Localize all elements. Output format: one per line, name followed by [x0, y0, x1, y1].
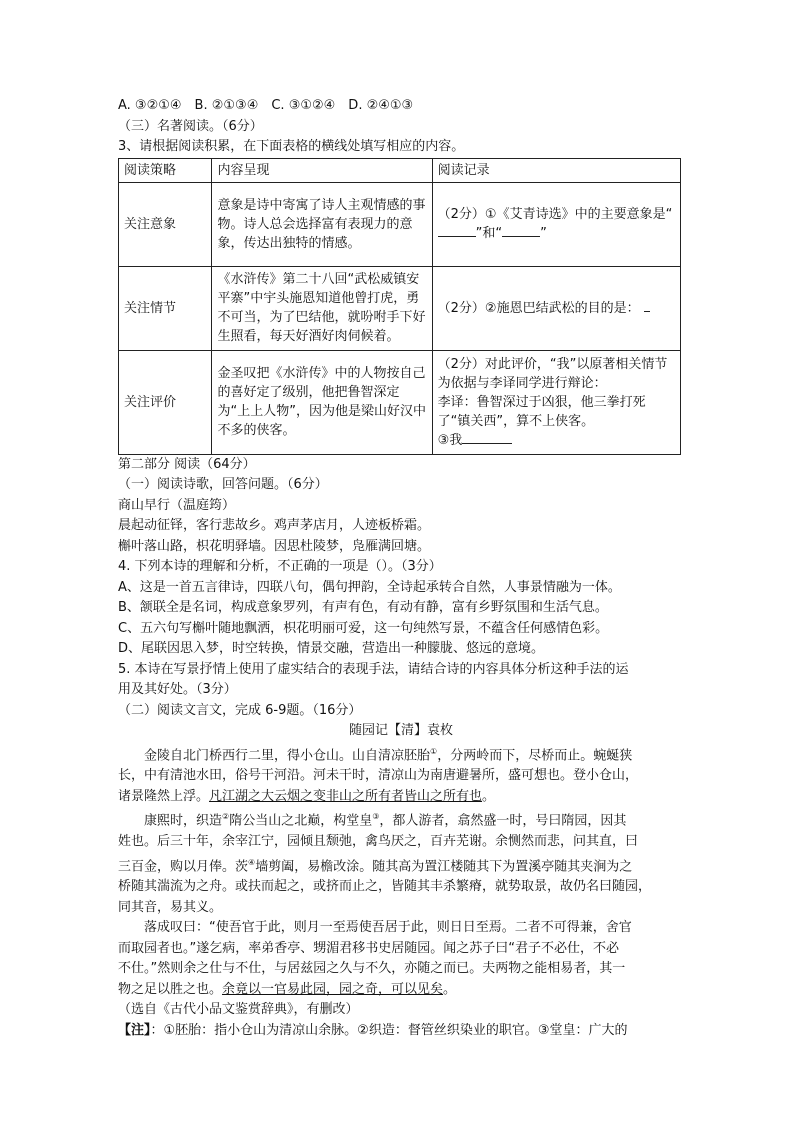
q4-option-c: C、五六句写槲叶随地飘洒，枳花明丽可爱，这一句纯然写景，不蕴含任何感情色彩。 — [118, 620, 609, 636]
question-5-line-2: 用及其好处。（3分） — [118, 682, 237, 697]
row2-strategy: 关注情节 — [119, 266, 212, 350]
essay-p2-line-3: 三百金，购以月俸。茨④墙剪阖，易檐改涂。随其高为置江楼随其下为置溪亭随其夹涧为之 — [118, 857, 633, 874]
row1-record-c: ” — [540, 226, 547, 241]
row3-record — [432, 350, 680, 454]
row2-record-text: （2分）②施恩巴结武松的目的是： — [437, 300, 640, 316]
section3-heading: （三）名著阅读。（6分） — [118, 118, 263, 134]
essay-p1-line-2: 长，中有清池水田，俗号干河沿。河未干时，清凉山为南唐避暑所，盛可想也。登小仓山， — [118, 768, 639, 784]
poem-title: 商山早行（温庭筠） — [118, 497, 236, 513]
underlined-sentence-1: 凡江湖之大云烟之变非山之所有者皆山之所有也 — [209, 788, 483, 804]
row2-content: 《水浒传》第二十八回“武松威镇安平寨”中宇头施恩知道他曾打虎，勇不可当，为了巴结他，就吩咐手下好生照看，每天好酒好肉伺候着。 — [212, 266, 432, 350]
underlined-sentence-2: 余竟以一官易此园，园之奇，可以见矣 — [222, 981, 444, 997]
options-line: A. ③②①④ B. ②①③④ C. ③①②④ D. ②④①③ — [118, 98, 414, 113]
header-record: 阅读记录 — [432, 158, 680, 182]
essay-p3-line-2: 而取园者也。”遂乞病，率弟香亭、甥湄君移书史居随园。闻之苏子曰“君子不必仕，不必 — [118, 940, 619, 956]
poem-line-2: 槲叶落山路，枳花明驿墙。因思杜陵梦，凫雁满回塘。 — [118, 538, 431, 554]
row3-record-3: ③我 — [437, 432, 463, 448]
row1-record-b: ”和“ — [475, 226, 503, 241]
essay-p2-line-1: 康熙时，织造②隋公当山之北巅，构堂皇③，都人游者，翕然盛一时，号曰隋园，因其 — [144, 812, 627, 829]
source-line: （选自《古代小品文鉴赏辞典》，有删改） — [118, 1002, 359, 1018]
q4-option-b: B、颔联全是名词，构成意象罗列，有声有色，有动有静，富有乡野氛围和生活气息。 — [118, 600, 608, 615]
answer-blank-2[interactable] — [502, 224, 540, 237]
poem-section-heading: （一）阅读诗歌，回答问题。（6分） — [118, 477, 328, 492]
row1-content: 意象是诗中寄寓了诗人主观情感的事物。诗人总会选择富有表现力的意象，传达出独特的情感。 — [212, 182, 432, 266]
notes-line: 【注】：①胚胎：指小仓山为清凉山余脉。②织造：督管丝织染业的职官。③堂皇：广大的 — [118, 1022, 628, 1038]
classical-section-heading: （二）阅读文言文，完成 6-9题。（16分） — [118, 702, 362, 718]
essay-title: 随园记【清】袁枚 — [348, 723, 453, 738]
q4-option-a: A、这是一首五言律诗，四联八句，偶句押韵，全诗起承转合自然，人事景情融为一体。 — [118, 579, 621, 595]
row1-record — [432, 182, 680, 266]
table-header-row — [119, 158, 681, 182]
row3-record-1: （2分）对此评价，“我”以原著相关情节为依据与李译同学进行辩论： — [437, 356, 668, 391]
notes-label: 【注】 — [118, 1022, 151, 1038]
q3-prompt: 3、请根据阅读积累，在下面表格的横线处填写相应的内容。 — [118, 139, 465, 154]
row1-strategy: 关注意象 — [119, 182, 212, 266]
question-4: 4. 下列本诗的理解和分析，不正确的一项是（）。（3分） — [118, 559, 442, 574]
answer-blank-1[interactable] — [438, 224, 476, 237]
q4-option-d: D、尾联因思入梦，时空转换，情景交融，营造出一种朦胧、悠远的意境。 — [118, 641, 545, 656]
essay-p1-line-1: 金陵自北门桥西行二里，得小仓山。山自清凉胚胎①，分两岭而下，尽桥而止。蜿蜒狭 — [144, 746, 633, 763]
part2-heading: 第二部分 阅读（64分） — [118, 456, 256, 472]
answer-blank-3[interactable] — [644, 299, 650, 312]
poem-line-1: 晨起动征铎，客行悲故乡。鸡声茅店月，人迹板桥霜。 — [118, 518, 431, 533]
table-row — [119, 266, 681, 350]
essay-p1-line-3: 诸景隆然上浮。凡江湖之大云烟之变非山之所有者皆山之所有也。 — [118, 788, 496, 804]
header-content: 内容呈现 — [212, 158, 432, 182]
reading-table — [118, 158, 681, 455]
essay-p3-line-3: 不仕。”然则余之仕与不仕，与居兹园之久与不久，亦随之而已。夫两物之能相易者，其一 — [118, 961, 626, 977]
row3-strategy: 关注评价 — [119, 350, 212, 454]
row3-record-2: 李译：鲁智深过于凶狠，他三拳打死了“镇关西”，算不上侠客。 — [437, 394, 646, 429]
essay-p2-line-5: 同其音，易其义。 — [118, 899, 223, 915]
row2-record — [432, 266, 680, 350]
table-row — [119, 350, 681, 454]
essay-p2-line-4: 桥随其湍流为之舟。或扶而起之，或挤而止之，皆随其丰杀繁瘠，就势取景，故仍名曰随园， — [118, 879, 652, 895]
header-strategy: 阅读策略 — [119, 158, 212, 182]
table-row — [119, 182, 681, 266]
essay-p3-line-4: 物之足以胜之也。余竟以一官易此园，园之奇，可以见矣。 — [118, 981, 457, 997]
row1-record-a: （2分）①《艾青诗选》中的主要意象是“ — [437, 207, 673, 222]
essay-p2-line-2: 姓也。后三十年，余宰江宁，园倾且颓弛，禽鸟厌之，百卉芜谢。余恻然而悲，问其直，曰 — [118, 834, 639, 850]
question-5-line-1: 5. 本诗在写景抒情上使用了虚实结合的表现手法，请结合诗的内容具体分析这种手法的运 — [118, 661, 629, 677]
exam-page — [118, 96, 684, 1041]
essay-p3-line-1: 落成叹曰：“使吾官于此，则月一至焉使吾居于此，则日日至焉。二者不可得兼，舍官 — [144, 920, 632, 936]
answer-blank-4[interactable] — [462, 431, 512, 444]
row3-content: 金圣叹把《水浒传》中的人物按自己的喜好定了级别，他把鲁智深定为“上上人物”，因为他是梁山好汉中不多的侠客。 — [212, 350, 432, 454]
